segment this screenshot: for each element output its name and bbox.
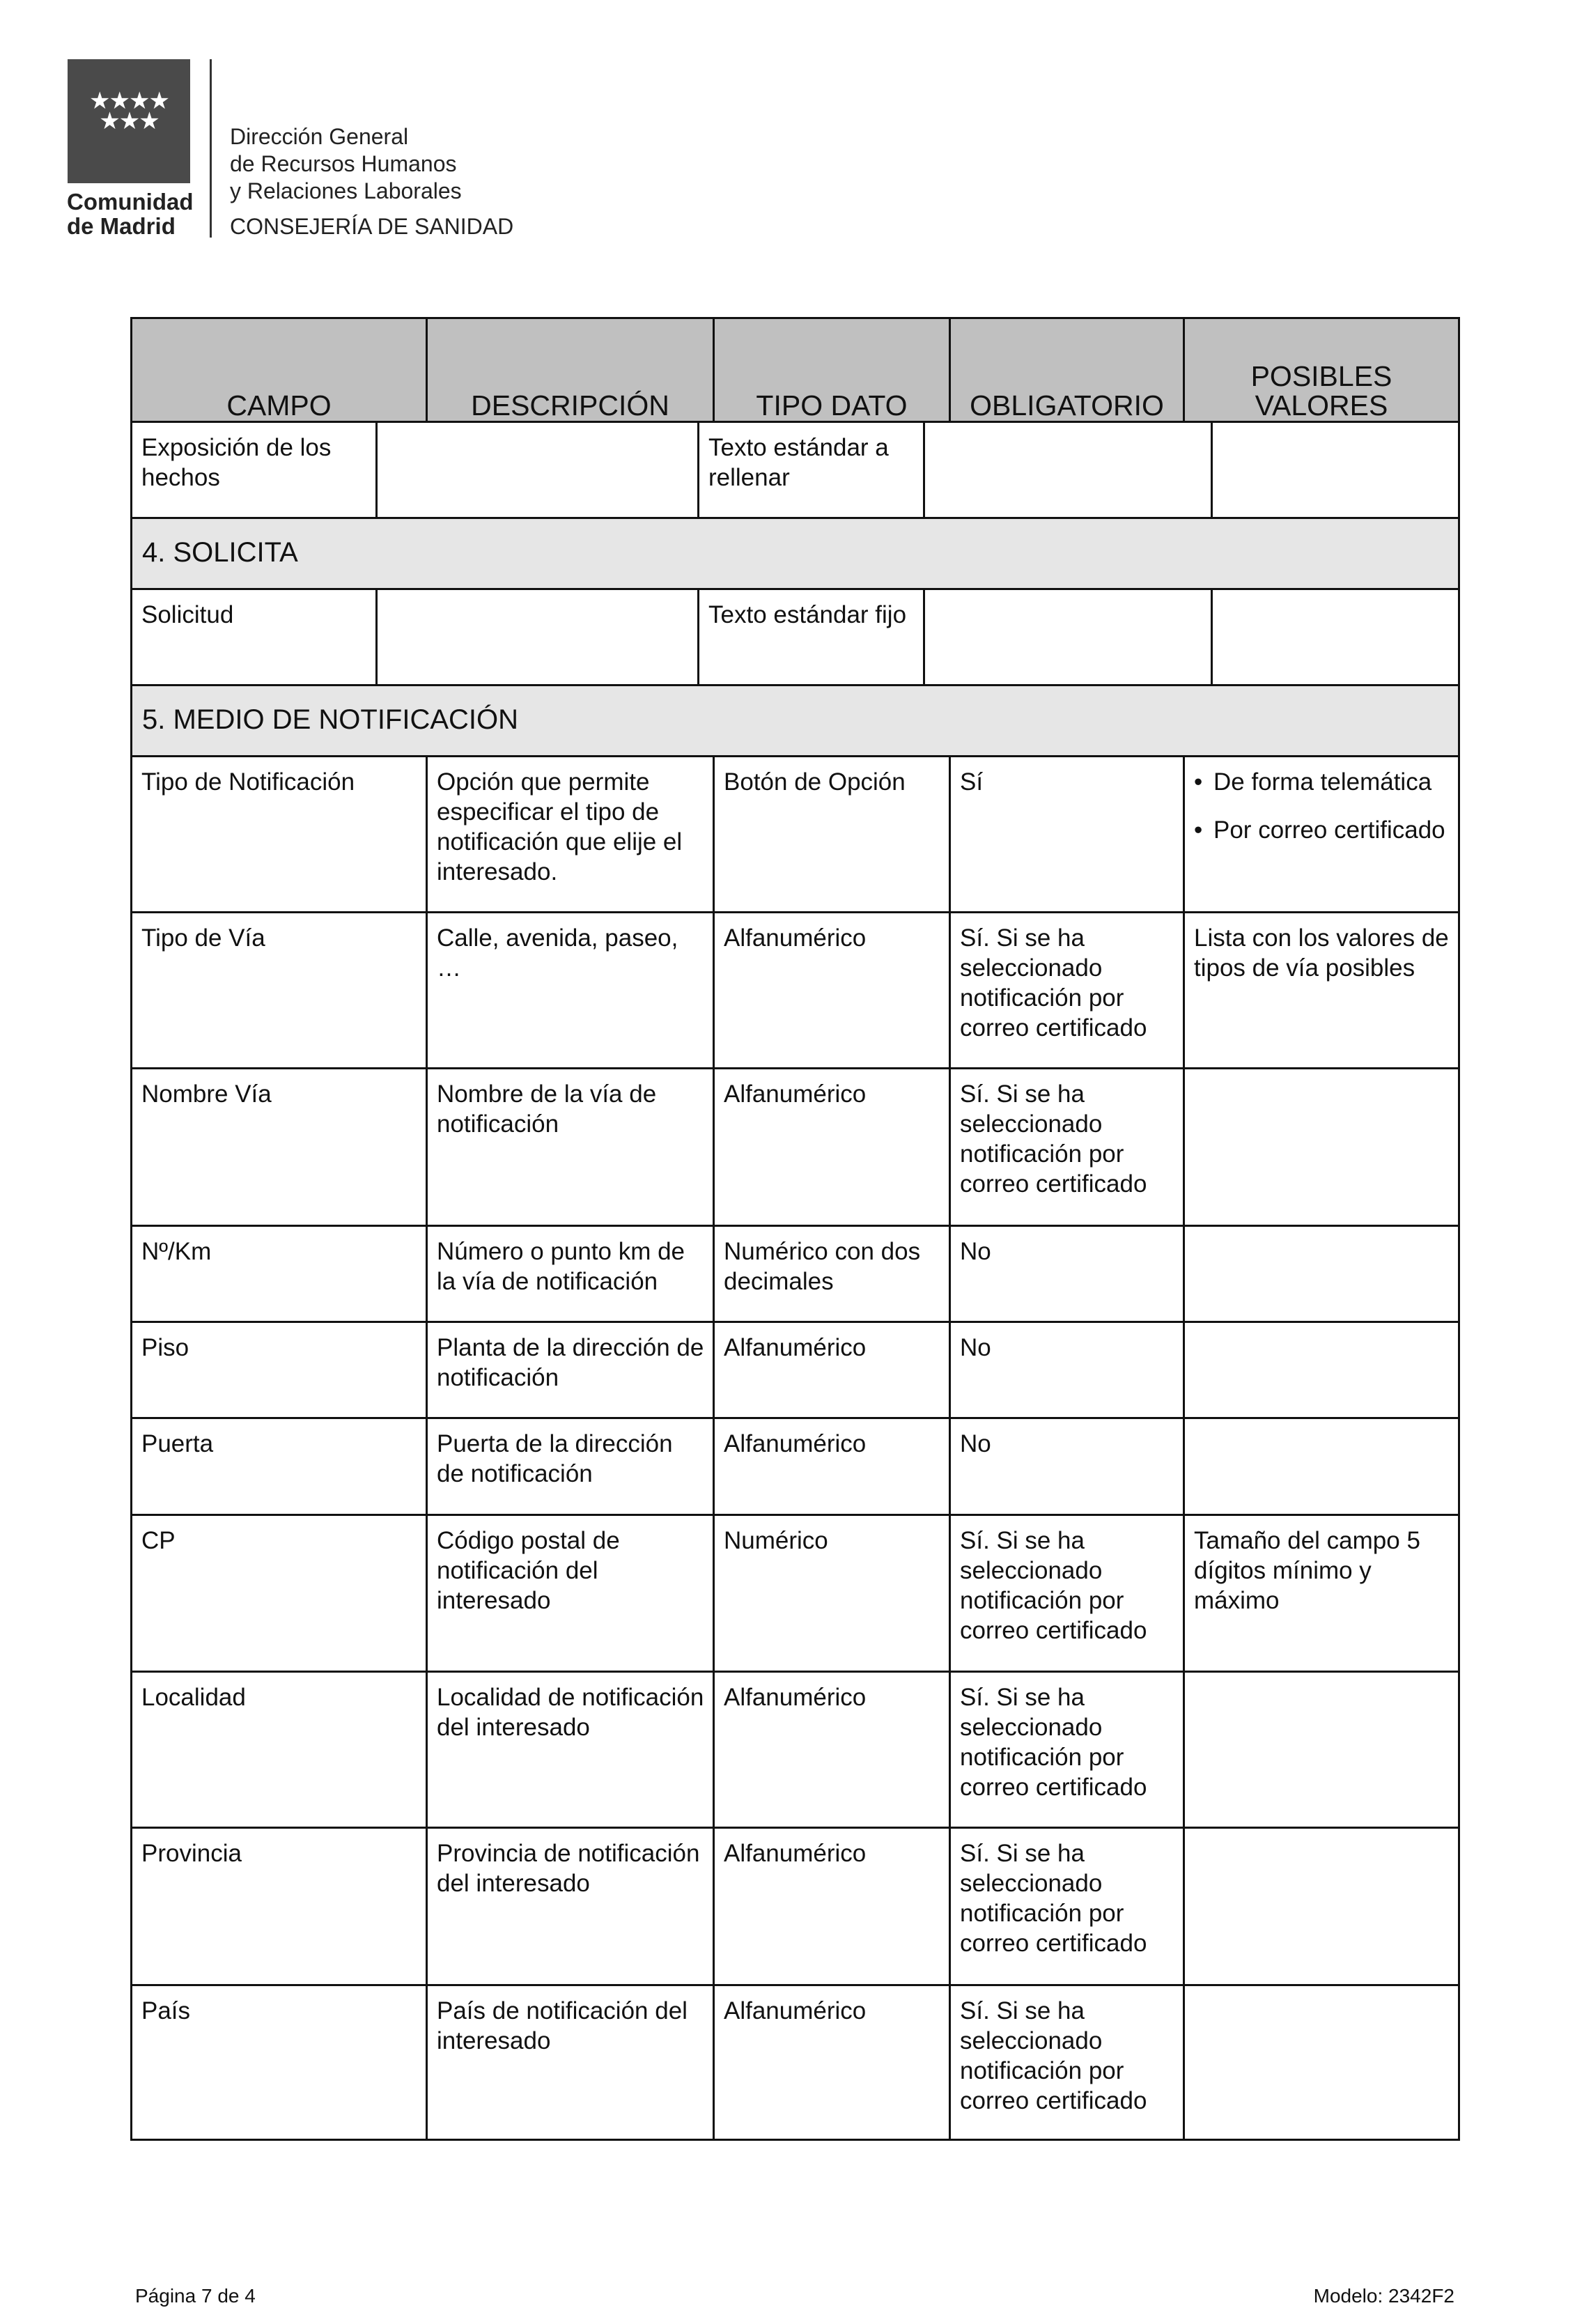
options-list <box>1194 767 1450 845</box>
table-row <box>130 1417 1460 1515</box>
cell-descripcion: Código postal de notificación del interesado <box>426 1516 713 1671</box>
cell-descripcion: Número o punto km de la vía de notificación <box>426 1227 713 1322</box>
table-header-row <box>130 317 1460 421</box>
cell-obligatorio: Sí. Si se ha seleccionado notificación por correo certificado <box>949 1673 1183 1827</box>
cell-campo: Provincia <box>130 1829 426 1985</box>
cell-tipo: Alfanumérico <box>713 1986 949 2139</box>
cell-tipo: Numérico <box>713 1516 949 1671</box>
logo-emblem <box>68 59 190 183</box>
cell-obligatorio: No <box>949 1323 1183 1418</box>
cell-obligatorio: Sí. Si se ha seleccionado notificación por correo certificado <box>949 1516 1183 1671</box>
cell-descripcion <box>375 423 697 518</box>
cell-valores <box>1183 1829 1460 1985</box>
cell-valores <box>1211 423 1460 518</box>
cell-tipo: Numérico con dos decimales <box>713 1227 949 1322</box>
org-line1: Dirección General <box>230 124 409 149</box>
cell-descripcion <box>375 590 697 685</box>
cell-valores: Lista con los valores de tipos de vía posibles <box>1183 913 1460 1068</box>
table-row <box>130 1671 1460 1827</box>
cell-campo: País <box>130 1986 426 2139</box>
table-row <box>130 1321 1460 1418</box>
option-item: • Por correo certificado <box>1188 815 1450 845</box>
cell-descripcion: Opción que permite especificar el tipo de notificación que elije el interesado. <box>426 757 713 912</box>
section-header: 5. MEDIO DE NOTIFICACIÓN <box>130 684 1460 756</box>
cell-obligatorio: No <box>949 1419 1183 1515</box>
cell-campo: Solicitud <box>130 590 375 685</box>
cell-campo: Nº/Km <box>130 1227 426 1322</box>
cell-valores <box>1211 590 1460 685</box>
cell-campo: Exposición de los hechos <box>130 423 375 518</box>
cell-obligatorio <box>923 590 1211 685</box>
header-divider <box>210 59 212 238</box>
cell-obligatorio <box>923 423 1211 518</box>
model-code: Modelo: 2342F2 <box>1313 2285 1454 2307</box>
cell-valores: Tamaño del campo 5 dígitos mínimo y máximo <box>1183 1516 1460 1671</box>
cell-campo: Tipo de Notificación <box>130 757 426 912</box>
header-descripcion: DESCRIPCIÓN <box>426 319 713 421</box>
cell-obligatorio: Sí. Si se ha seleccionado notificación por correo certificado <box>949 1986 1183 2139</box>
stars-icon: ★★★ <box>99 108 159 134</box>
cell-valores <box>1183 1227 1460 1322</box>
table-row <box>130 1225 1460 1322</box>
cell-valores <box>1183 757 1460 912</box>
cell-valores <box>1183 1069 1460 1225</box>
org-line3: y Relaciones Laborales <box>230 178 462 203</box>
cell-tipo: Alfanumérico <box>713 1829 949 1985</box>
logo-text-line1: Comunidad <box>67 189 194 215</box>
table-row <box>130 588 1460 685</box>
cell-tipo: Alfanumérico <box>713 1323 949 1418</box>
org-line4: CONSEJERÍA DE SANIDAD <box>230 214 514 239</box>
cell-campo: Piso <box>130 1323 426 1418</box>
header-tipo: TIPO DATO <box>713 319 949 421</box>
cell-campo: Tipo de Vía <box>130 913 426 1068</box>
cell-campo: CP <box>130 1516 426 1671</box>
cell-obligatorio: Sí. Si se ha seleccionado notificación por correo certificado <box>949 1069 1183 1225</box>
table-row <box>130 911 1460 1068</box>
cell-tipo: Texto estándar fijo <box>697 590 923 685</box>
table-row <box>130 1514 1460 1671</box>
cell-campo: Nombre Vía <box>130 1069 426 1225</box>
stars-icon: ★★★★ <box>89 88 169 114</box>
table-row <box>130 755 1460 912</box>
cell-valores <box>1183 1419 1460 1515</box>
cell-valores <box>1183 1986 1460 2139</box>
cell-tipo: Botón de Opción <box>713 757 949 912</box>
cell-obligatorio: Sí. Si se ha seleccionado notificación por correo certificado <box>949 1829 1183 1985</box>
org-line2: de Recursos Humanos <box>230 151 457 176</box>
cell-descripcion: Nombre de la vía de notificación <box>426 1069 713 1225</box>
table-row <box>130 1067 1460 1225</box>
cell-descripcion: País de notificación del interesado <box>426 1986 713 2139</box>
cell-tipo: Alfanumérico <box>713 913 949 1068</box>
cell-obligatorio: Sí <box>949 757 1183 912</box>
header-campo: CAMPO <box>130 319 426 421</box>
cell-descripcion: Planta de la dirección de notificación <box>426 1323 713 1418</box>
table-row <box>130 1827 1460 1985</box>
page-number: Página 7 de 4 <box>135 2285 256 2307</box>
cell-obligatorio: Sí. Si se ha seleccionado notificación por correo certificado <box>949 913 1183 1068</box>
section-header: 4. SOLICITA <box>130 517 1460 589</box>
header-obligatorio: OBLIGATORIO <box>949 319 1183 421</box>
cell-valores <box>1183 1673 1460 1827</box>
cell-descripcion: Puerta de la dirección de notificación <box>426 1419 713 1515</box>
cell-tipo: Alfanumérico <box>713 1069 949 1225</box>
cell-tipo: Alfanumérico <box>713 1419 949 1515</box>
cell-campo: Localidad <box>130 1673 426 1827</box>
cell-descripcion: Calle, avenida, paseo, … <box>426 913 713 1068</box>
cell-descripcion: Localidad de notificación del interesado <box>426 1673 713 1827</box>
table-row <box>130 421 1460 518</box>
header-valores: POSIBLES VALORES <box>1183 319 1460 421</box>
table-row <box>130 1984 1460 2141</box>
option-item: • De forma telemática <box>1188 767 1450 797</box>
cell-tipo: Texto estándar a rellenar <box>697 423 923 518</box>
logo-text-line2: de Madrid <box>67 213 176 239</box>
cell-tipo: Alfanumérico <box>713 1673 949 1827</box>
cell-descripcion: Provincia de notificación del interesado <box>426 1829 713 1985</box>
cell-obligatorio: No <box>949 1227 1183 1322</box>
cell-valores <box>1183 1323 1460 1418</box>
cell-campo: Puerta <box>130 1419 426 1515</box>
